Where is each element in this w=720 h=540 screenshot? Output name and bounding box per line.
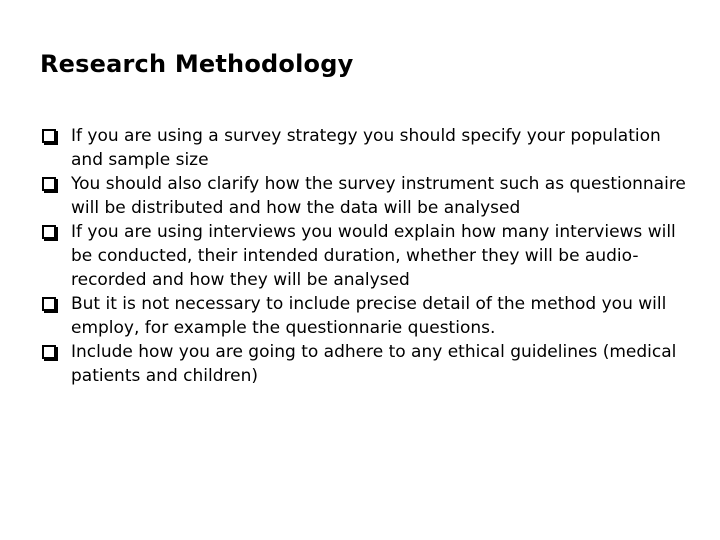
hollow-square-bullet-icon xyxy=(42,345,56,359)
bullet-item-survey-strategy xyxy=(40,124,690,172)
bullet-item-interviews xyxy=(40,220,690,292)
bullet-text: You should also clarify how the survey instrument such as questionnaire will be distributed and how the data will be analysed xyxy=(71,174,686,218)
bullet-text: But it is not necessary to include precise detail of the method you will employ, for example the questionnarie questions. xyxy=(71,294,667,338)
bullet-item-ethical-guidelines xyxy=(40,340,690,388)
bullet-text: Include how you are going to adhere to any ethical guidelines (medical patients and children) xyxy=(71,342,677,386)
hollow-square-bullet-icon xyxy=(42,297,56,311)
hollow-square-bullet-icon xyxy=(42,177,56,191)
bullet-list xyxy=(40,124,690,388)
bullet-text: If you are using interviews you would explain how many interviews will be conducted, their intended duration, whether they will be audio-recorded and how they will be analysed xyxy=(71,222,676,290)
bullet-item-method-detail xyxy=(40,292,690,340)
hollow-square-bullet-icon xyxy=(42,129,56,143)
bullet-text: If you are using a survey strategy you should specify your population and sample size xyxy=(71,126,661,170)
slide-title: Research Methodology xyxy=(40,50,354,78)
bullet-item-survey-instrument xyxy=(40,172,690,220)
hollow-square-bullet-icon xyxy=(42,225,56,239)
